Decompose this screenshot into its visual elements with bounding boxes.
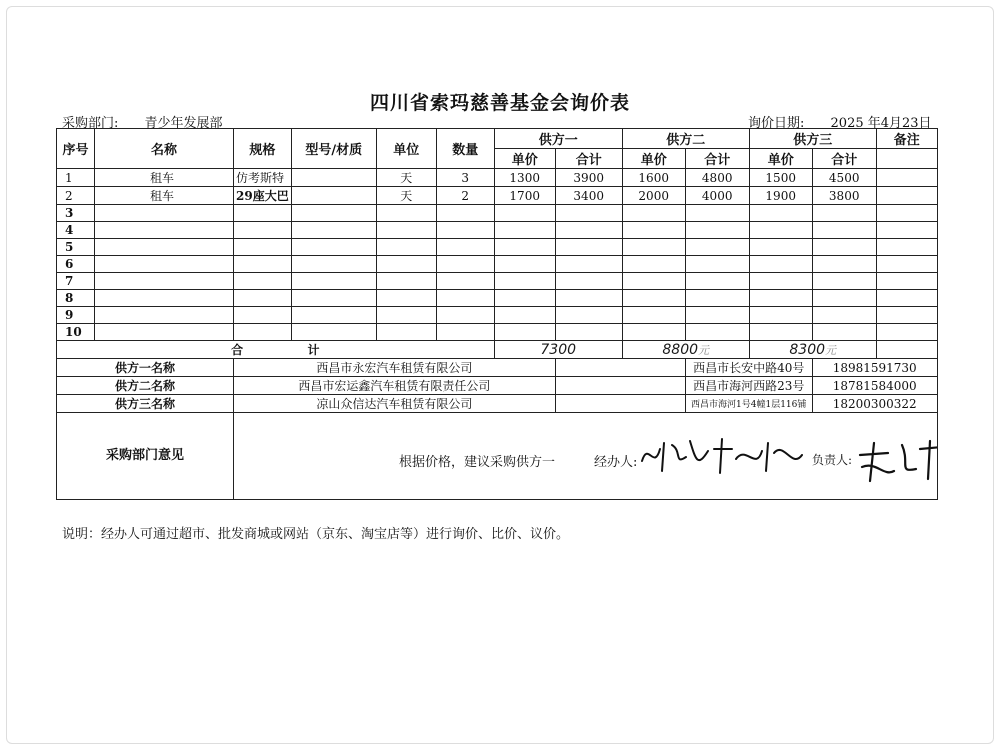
cell-name (95, 324, 234, 341)
cell-model (291, 273, 376, 290)
header-name: 名称 (95, 129, 234, 169)
supplier3-name: 凉山众信达汽车租赁有限公司 (234, 395, 556, 413)
cell-remark (876, 307, 937, 324)
cell-spec: 29座大巴 (234, 187, 292, 205)
supplier1-phone: 18981591730 (812, 359, 937, 377)
sum-value-1: 7300 (540, 341, 577, 358)
cell-t3 (812, 256, 876, 273)
table-row (57, 187, 938, 205)
cell-t1 (555, 307, 622, 324)
cell-model (291, 169, 376, 187)
handler-label: 经办人: (594, 455, 638, 470)
cell-t1 (555, 239, 622, 256)
cell-remark (876, 290, 937, 307)
cell-t3: 4500 (812, 169, 876, 187)
sum-value-2: 8800 (662, 341, 699, 358)
table-row (57, 205, 938, 222)
header-qty: 数量 (436, 129, 494, 169)
handler-signature (638, 431, 808, 484)
cell-t2 (685, 273, 749, 290)
cell-unit: 天 (376, 169, 436, 187)
cell-name: 租车 (95, 169, 234, 187)
cell-name (95, 222, 234, 239)
cell-t2 (685, 205, 749, 222)
cell-qty (436, 205, 494, 222)
sum-label-b: 计 (307, 343, 320, 357)
footnote: 说明：经办人可通过超市、批发商城或网站（京东、淘宝店等）进行询价、比价、议价。 (62, 527, 570, 542)
cell-remark (876, 239, 937, 256)
cell-qty (436, 273, 494, 290)
cell-unit (376, 239, 436, 256)
cell-p1 (494, 290, 555, 307)
cell-remark (876, 256, 937, 273)
cell-spec (234, 205, 292, 222)
cell-t3 (812, 307, 876, 324)
sum-label (57, 341, 495, 359)
cell-p1: 1700 (494, 187, 555, 205)
sum-note-2: 元 (698, 343, 710, 357)
cell-spec (234, 222, 292, 239)
cell-qty (436, 222, 494, 239)
supplier2-label: 供方二名称 (57, 377, 234, 395)
header-total-3: 合计 (812, 149, 876, 169)
opinion-cell (234, 413, 938, 500)
cell-remark (876, 324, 937, 341)
cell-remark (876, 187, 937, 205)
header-unit-price-2: 单价 (622, 149, 685, 169)
cell-seq: 1 (57, 169, 95, 187)
table-row (57, 169, 938, 187)
header-unit-price-1: 单价 (494, 149, 555, 169)
cell-unit (376, 290, 436, 307)
cell-p3 (749, 290, 812, 307)
supplier2-name: 西昌市宏运鑫汽车租赁有限责任公司 (234, 377, 556, 395)
cell-name (95, 256, 234, 273)
header-spec: 规格 (234, 129, 292, 169)
quote-table (56, 128, 938, 500)
cell-qty (436, 256, 494, 273)
cell-name: 租车 (95, 187, 234, 205)
cell-p2 (622, 239, 685, 256)
cell-unit: 天 (376, 187, 436, 205)
sum-note-3: 元 (825, 343, 837, 357)
supplier3-phone: 18200300322 (812, 395, 937, 413)
cell-t3: 3800 (812, 187, 876, 205)
cell-p2 (622, 324, 685, 341)
cell-t1 (555, 222, 622, 239)
cell-name (95, 273, 234, 290)
table-row (57, 222, 938, 239)
cell-p3: 1900 (749, 187, 812, 205)
cell-p2: 1600 (622, 169, 685, 187)
header-unit-price-3: 单价 (749, 149, 812, 169)
header-row-1 (57, 129, 938, 149)
cell-p1 (494, 256, 555, 273)
cell-unit (376, 222, 436, 239)
supplier1-blank (555, 359, 685, 377)
cell-t1: 3900 (555, 169, 622, 187)
supplier-row-1 (57, 359, 938, 377)
cell-model (291, 307, 376, 324)
supplier2-blank (555, 377, 685, 395)
cell-seq: 3 (57, 205, 95, 222)
date-value: 2025 年4月23日 (830, 116, 932, 131)
cell-t1 (555, 324, 622, 341)
cell-p3 (749, 307, 812, 324)
cell-spec (234, 256, 292, 273)
header-model: 型号/材质 (291, 129, 376, 169)
supplier3-label: 供方三名称 (57, 395, 234, 413)
cell-model (291, 290, 376, 307)
cell-unit (376, 256, 436, 273)
cell-unit (376, 205, 436, 222)
cell-name (95, 239, 234, 256)
cell-qty (436, 290, 494, 307)
cell-spec (234, 290, 292, 307)
cell-t3 (812, 290, 876, 307)
cell-p2 (622, 290, 685, 307)
cell-remark (876, 169, 937, 187)
cell-qty (436, 324, 494, 341)
cell-t1: 3400 (555, 187, 622, 205)
cell-p2 (622, 256, 685, 273)
header-supplier1: 供方一 (494, 129, 622, 149)
sum-value-3: 8300 (789, 341, 826, 358)
cell-t3 (812, 239, 876, 256)
opinion-label: 采购部门意见 (105, 448, 184, 463)
cell-model (291, 187, 376, 205)
cell-seq: 6 (57, 256, 95, 273)
header-remark-blank (876, 149, 937, 169)
cell-p3 (749, 256, 812, 273)
cell-p1 (494, 239, 555, 256)
supplier2-address: 西昌市海河西路23号 (685, 377, 812, 395)
table-body (57, 129, 938, 169)
supplier1-label: 供方一名称 (57, 359, 234, 377)
responsible-label: 负责人: (812, 453, 853, 467)
header-remark: 备注 (876, 129, 937, 149)
cell-p3: 1500 (749, 169, 812, 187)
header-unit: 单位 (376, 129, 436, 169)
cell-p3 (749, 222, 812, 239)
header-seq: 序号 (57, 129, 95, 169)
cell-model (291, 222, 376, 239)
cell-remark (876, 222, 937, 239)
cell-t1 (555, 256, 622, 273)
cell-t3 (812, 273, 876, 290)
cell-p2 (622, 222, 685, 239)
cell-p3 (749, 273, 812, 290)
table-row (57, 290, 938, 307)
header-total-2: 合计 (685, 149, 749, 169)
cell-seq: 2 (57, 187, 95, 205)
cell-p3 (749, 324, 812, 341)
cell-name (95, 205, 234, 222)
cell-remark (876, 273, 937, 290)
table-row (57, 256, 938, 273)
cell-t3 (812, 205, 876, 222)
supplier3-blank (555, 395, 685, 413)
cell-model (291, 239, 376, 256)
date-label: 询价日期: (748, 116, 805, 131)
form-title: 四川省索玛慈善基金会询价表 (369, 92, 630, 114)
cell-t2 (685, 324, 749, 341)
cell-spec (234, 239, 292, 256)
cell-t2 (685, 307, 749, 324)
responsible-signature (854, 433, 937, 488)
cell-model (291, 324, 376, 341)
dept-label: 采购部门: (62, 116, 119, 131)
cell-spec (234, 307, 292, 324)
cell-p2 (622, 307, 685, 324)
supplier2-phone: 18781584000 (812, 377, 937, 395)
cell-name (95, 307, 234, 324)
header-supplier3: 供方三 (749, 129, 876, 149)
cell-name (95, 290, 234, 307)
cell-t3 (812, 324, 876, 341)
cell-p1 (494, 307, 555, 324)
table-row (57, 239, 938, 256)
cell-unit (376, 273, 436, 290)
cell-remark (876, 205, 937, 222)
cell-t2 (685, 239, 749, 256)
cell-qty (436, 307, 494, 324)
cell-model (291, 256, 376, 273)
sum-label-a: 合 (231, 343, 244, 357)
supplier3-address: 西昌市海河1号4幢1层116铺 (685, 395, 812, 413)
cell-t1 (555, 205, 622, 222)
cell-t3 (812, 222, 876, 239)
cell-p2 (622, 205, 685, 222)
cell-qty: 3 (436, 169, 494, 187)
opinion-label-cell (57, 413, 234, 500)
summary-section (57, 341, 938, 500)
cell-qty (436, 239, 494, 256)
cell-t2 (685, 256, 749, 273)
cell-p2: 2000 (622, 187, 685, 205)
cell-t2: 4000 (685, 187, 749, 205)
cell-seq: 9 (57, 307, 95, 324)
cell-unit (376, 324, 436, 341)
cell-spec (234, 273, 292, 290)
table-row (57, 307, 938, 324)
cell-model (291, 205, 376, 222)
cell-unit (376, 307, 436, 324)
dept-value: 青少年发展部 (144, 116, 223, 131)
cell-seq: 5 (57, 239, 95, 256)
supplier-row-3 (57, 395, 938, 413)
sum-row (57, 341, 938, 359)
cell-seq: 8 (57, 290, 95, 307)
cell-p1: 1300 (494, 169, 555, 187)
sum-supplier1 (494, 341, 622, 359)
cell-spec (234, 324, 292, 341)
item-rows (57, 169, 938, 341)
sum-supplier3 (749, 341, 876, 359)
supplier1-name: 西昌市永宏汽车租赁有限公司 (234, 359, 556, 377)
sum-remark (876, 341, 937, 359)
opinion-text: 根据价格，建议采购供方一 (399, 455, 556, 470)
cell-seq: 10 (57, 324, 95, 341)
cell-spec: 仿考斯特 (234, 169, 292, 187)
cell-p2 (622, 273, 685, 290)
header-supplier2: 供方二 (622, 129, 749, 149)
cell-t1 (555, 290, 622, 307)
cell-p1 (494, 273, 555, 290)
cell-t2 (685, 222, 749, 239)
table-row (57, 273, 938, 290)
supplier1-address: 西昌市长安中路40号 (685, 359, 812, 377)
cell-t1 (555, 273, 622, 290)
table-row (57, 324, 938, 341)
sum-supplier2 (622, 341, 749, 359)
cell-p1 (494, 324, 555, 341)
header-total-1: 合计 (555, 149, 622, 169)
cell-p3 (749, 239, 812, 256)
cell-qty: 2 (436, 187, 494, 205)
cell-p1 (494, 205, 555, 222)
cell-seq: 4 (57, 222, 95, 239)
opinion-row (57, 413, 938, 500)
cell-t2: 4800 (685, 169, 749, 187)
cell-p1 (494, 222, 555, 239)
cell-t2 (685, 290, 749, 307)
cell-seq: 7 (57, 273, 95, 290)
supplier-row-2 (57, 377, 938, 395)
cell-p3 (749, 205, 812, 222)
